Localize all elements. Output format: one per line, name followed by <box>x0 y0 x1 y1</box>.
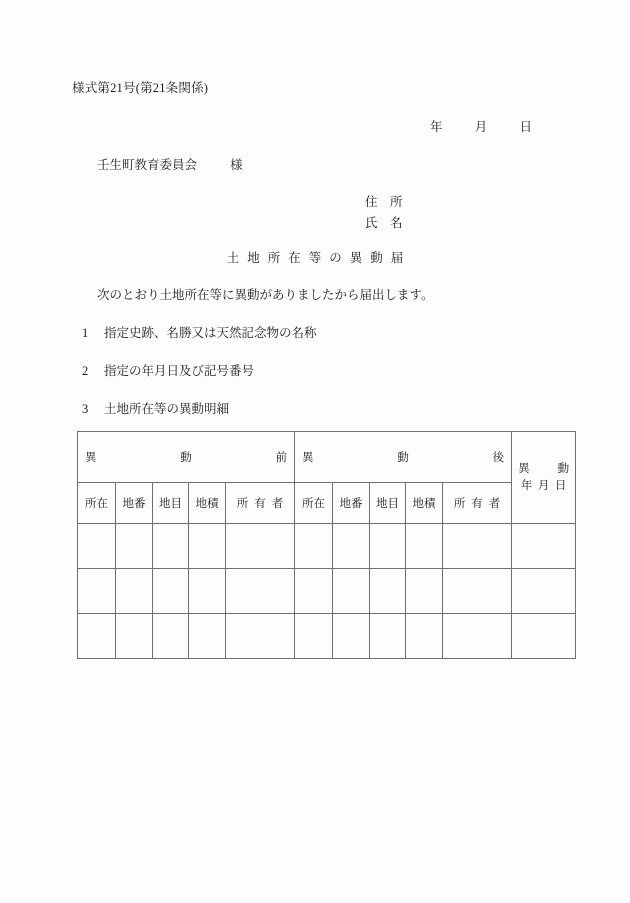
table-row <box>78 524 576 569</box>
column-header-before-land-area: 地積 <box>189 483 226 524</box>
applicant-address-label: 住 所 <box>365 195 403 209</box>
cell-before-location[interactable] <box>78 524 116 569</box>
date-month-label: 月 <box>474 120 488 134</box>
cell-before-location[interactable] <box>78 569 116 614</box>
cell-after-location[interactable] <box>295 524 333 569</box>
column-header-after-land-category: 地目 <box>370 483 406 524</box>
cell-before-land-category[interactable] <box>153 569 189 614</box>
addressee <box>97 155 243 173</box>
cell-before-owner[interactable] <box>226 524 295 569</box>
table-row <box>78 614 576 659</box>
change-date-line1-a: 異 <box>518 462 530 475</box>
group-after-char-1: 異 <box>302 452 314 464</box>
cell-after-location[interactable] <box>295 614 333 659</box>
cell-after-owner[interactable] <box>443 569 512 614</box>
item-3-text: 土地所在等の異動明細 <box>104 402 230 416</box>
cell-after-lot-number[interactable] <box>333 614 370 659</box>
column-header-before-lot-number: 地番 <box>116 483 153 524</box>
form-number: 様式第21号(第21条関係) <box>72 81 209 95</box>
numbered-item-1 <box>82 323 317 341</box>
cell-after-land-area[interactable] <box>406 569 443 614</box>
table-row <box>78 569 576 614</box>
item-2-number: 2 <box>82 364 89 378</box>
column-header-change-date <box>512 432 576 524</box>
column-header-after-owner: 所有者 <box>443 483 512 524</box>
cell-before-land-area[interactable] <box>189 614 226 659</box>
group-after-char-3: 後 <box>492 452 505 464</box>
column-header-before-owner: 所有者 <box>226 483 295 524</box>
table-group-header-row <box>78 432 576 483</box>
cell-after-land-area[interactable] <box>406 614 443 659</box>
cell-before-land-category[interactable] <box>153 614 189 659</box>
change-date-line2-a: 年 <box>520 479 533 492</box>
addressee-name: 壬生町教育委員会 <box>97 158 198 172</box>
cell-before-land-category[interactable] <box>153 524 189 569</box>
applicant-name-label: 氏 名 <box>365 216 403 230</box>
item-2-text: 指定の年月日及び記号番号 <box>104 364 255 378</box>
change-date-line1-b: 動 <box>557 462 570 475</box>
column-header-after-land-area: 地積 <box>406 483 443 524</box>
cell-after-land-category[interactable] <box>370 569 406 614</box>
cell-before-land-area[interactable] <box>189 524 226 569</box>
cell-after-owner[interactable] <box>443 524 512 569</box>
cell-after-land-category[interactable] <box>370 614 406 659</box>
cell-before-lot-number[interactable] <box>116 524 153 569</box>
cell-after-location[interactable] <box>295 569 333 614</box>
numbered-item-3 <box>82 399 229 417</box>
cell-after-lot-number[interactable] <box>333 524 370 569</box>
cell-before-location[interactable] <box>78 614 116 659</box>
column-header-after-lot-number: 地番 <box>333 483 370 524</box>
cell-after-owner[interactable] <box>443 614 512 659</box>
change-date-line2-b: 月 <box>537 479 550 492</box>
cell-after-land-area[interactable] <box>406 524 443 569</box>
cell-after-land-category[interactable] <box>370 524 406 569</box>
item-3-number: 3 <box>82 402 89 416</box>
cell-after-lot-number[interactable] <box>333 569 370 614</box>
cell-before-owner[interactable] <box>226 569 295 614</box>
cell-change-date[interactable] <box>512 569 576 614</box>
group-before-char-2: 動 <box>180 452 192 464</box>
date-line <box>430 117 532 135</box>
applicant-block <box>365 192 403 234</box>
date-year-label: 年 <box>430 120 443 134</box>
cell-change-date[interactable] <box>512 614 576 659</box>
item-1-number: 1 <box>82 326 89 340</box>
cell-before-lot-number[interactable] <box>116 569 153 614</box>
group-after-char-2: 動 <box>397 452 409 464</box>
land-change-detail-table <box>77 431 576 659</box>
cell-before-land-area[interactable] <box>189 569 226 614</box>
lead-paragraph: 次のとおり土地所在等に異動がありましたから届出します。 <box>97 288 434 302</box>
group-before-char-3: 前 <box>275 452 288 464</box>
item-1-text: 指定史跡、名勝又は天然記念物の名称 <box>104 326 317 340</box>
group-header-after <box>295 432 512 483</box>
group-header-before <box>78 432 295 483</box>
column-header-before-land-category: 地目 <box>153 483 189 524</box>
addressee-honorific: 様 <box>230 158 243 172</box>
column-header-before-location: 所在 <box>78 483 116 524</box>
group-before-char-1: 異 <box>85 452 97 464</box>
cell-before-lot-number[interactable] <box>116 614 153 659</box>
numbered-item-2 <box>82 361 254 379</box>
page-title: 土地所在等の異動届 <box>226 251 412 265</box>
change-date-line2-c: 日 <box>554 479 567 492</box>
table-sub-header-row <box>78 483 576 524</box>
date-day-label: 日 <box>519 120 533 134</box>
cell-change-date[interactable] <box>512 524 576 569</box>
cell-before-owner[interactable] <box>226 614 295 659</box>
column-header-after-location: 所在 <box>295 483 333 524</box>
